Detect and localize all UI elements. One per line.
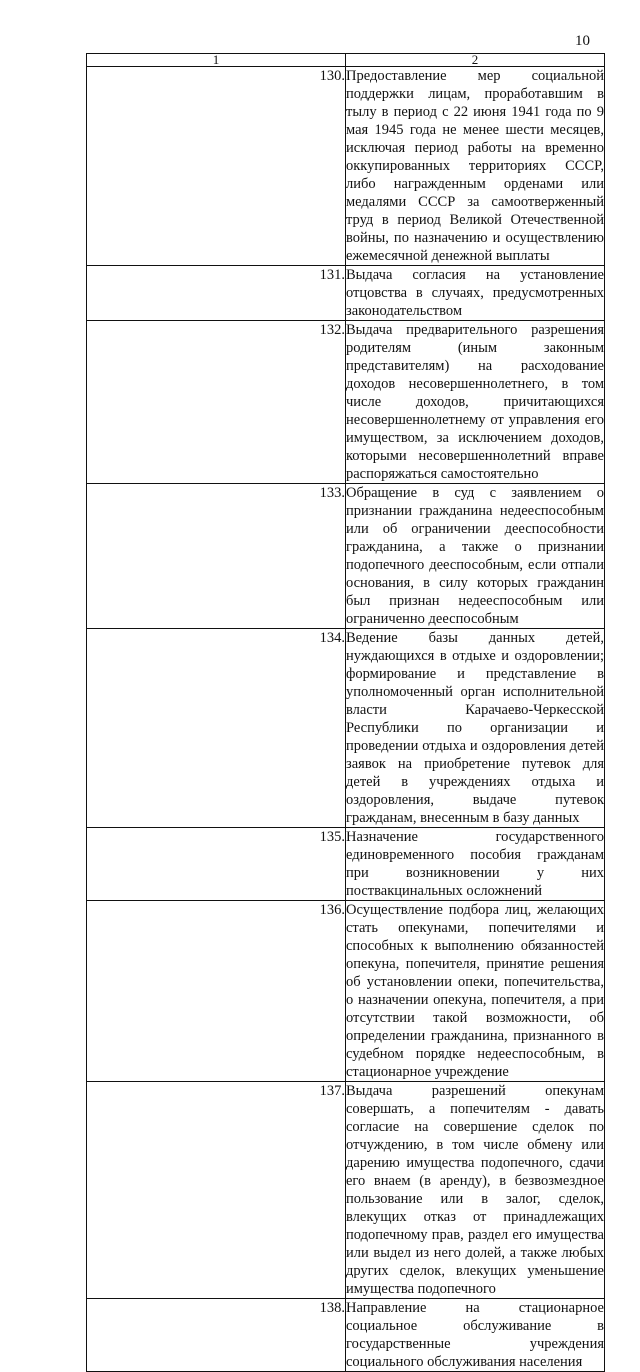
header-col-text: 2 xyxy=(346,54,605,67)
row-number: 136. xyxy=(87,901,346,1082)
table-row xyxy=(87,629,605,828)
table-row xyxy=(87,1082,605,1299)
page-number: 10 xyxy=(575,33,590,49)
row-number: 133. xyxy=(87,484,346,629)
table-row xyxy=(87,266,605,321)
row-text: Предоставление мер социальной поддержки лицам, проработавшим в тылу в период с 22 июня 1941 года по 9 мая 1945 года не менее шести месяцев, исключая период работы на временно оккупированных территориях СССР, либо награжденным орденами или медалями СССР за самоотверженный труд в период Великой Отечественной войны, по назначению и осуществлению ежемесячной денежной выплаты xyxy=(346,68,604,264)
row-number: 137. xyxy=(87,1082,346,1299)
row-number: 131. xyxy=(87,266,346,321)
services-table xyxy=(86,53,605,1372)
row-text: Назначение государственного единовременного пособия гражданам при возникновении у них поствакцинальных осложнений xyxy=(346,829,604,899)
row-number: 134. xyxy=(87,629,346,828)
row-text: Ведение базы данных детей, нуждающихся в отдыхе и оздоровлении; формирование и представление в уполномоченный орган исполнительной власти Карачаево-Черкесской Республики по организации и проведении отдыха и оздоровления детей заявок на приобретение путевок для детей в учреждениях отдыха и оздоровления, выдаче путевок гражданам, внесенным в базу данных xyxy=(346,630,604,826)
row-text: Осуществление подбора лиц, желающих стать опекунами, попечителями и способных к выполнению обязанностей опекуна, попечителя, принятие решения об установлении опеки, попечительства, о назначении опекуна, попечителя, а при отсутствии такой возможности, об определении гражданина, признанного в судебном порядке недееспособным, в стационарное учреждение xyxy=(346,902,604,1080)
row-text: Направление на стационарное социальное обслуживание в государственные учреждения социального обслуживания населения xyxy=(346,1300,604,1370)
row-text: Выдача предварительного разрешения родителям (иным законным представителям) на расходование доходов несовершеннолетнего, в том числе доходов, причитающихся несовершеннолетнему от управления его имуществом, за исключением доходов, которыми несовершеннолетний вправе распоряжаться самостоятельно xyxy=(346,322,604,482)
table-row xyxy=(87,67,605,266)
row-text: Выдача разрешений опекунам совершать, а попечителям - давать согласие на совершение сделок по отчуждению, в том числе обмену или дарению имущества подопечного, сдачи его внаем (в аренду), в безвозмездное пользование или в залог, сделок, влекущих отказ от принадлежащих подопечному прав, раздел его имущества или выдел из него долей, а также любых других сделок, влекущих уменьшение имущества подопечного xyxy=(346,1083,604,1297)
table-row xyxy=(87,484,605,629)
header-col-number: 1 xyxy=(87,54,346,67)
table-row xyxy=(87,1299,605,1372)
row-number: 135. xyxy=(87,828,346,901)
table-header-row xyxy=(87,54,605,67)
row-text: Обращение в суд с заявлением о признании гражданина недееспособным или об ограничении дееспособности гражданина, а также о признании подопечного дееспособным, если отпали основания, в силу которых гражданин был признан недееспособным или ограниченно дееспособным xyxy=(346,485,604,627)
row-number: 132. xyxy=(87,321,346,484)
table-row xyxy=(87,901,605,1082)
table-row xyxy=(87,828,605,901)
row-text: Выдача согласия на установление отцовства в случаях, предусмотренных законодательством xyxy=(346,267,604,319)
table-row xyxy=(87,321,605,484)
row-number: 138. xyxy=(87,1299,346,1372)
row-number: 130. xyxy=(87,67,346,266)
